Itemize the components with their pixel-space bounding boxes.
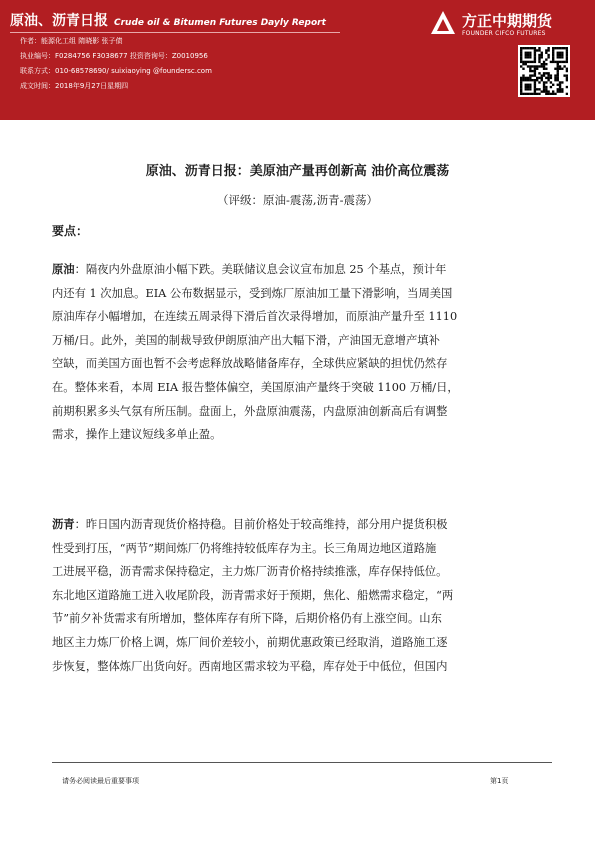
qr-code-icon xyxy=(518,45,570,97)
paragraph-line: 原油库存小幅增加，在连续五周录得下滑后首次录得增加，而原油产量升至 1110 xyxy=(52,310,458,324)
paragraph-line: 步恢复，整体炼厂出货向好。西南地区需求较为平稳，库存处于中低位，但国内 xyxy=(52,659,448,673)
rating-line: （评级：原油-震荡,沥青-震荡） xyxy=(217,193,378,207)
paragraph-line: 东北地区道路施工进入收尾阶段，沥青需求好于预期，焦化、船燃需求稳定，“两 xyxy=(52,588,454,602)
paragraph-line: 原油：隔夜内外盘原油小幅下跌。美联储议息会议宣布加息 25 个基点，预计年 xyxy=(52,262,447,276)
paragraph-line: 在。整体来看，本周 EIA 报告整体偏空，美国原油产量终于突破 1100 万桶/日， xyxy=(52,380,459,394)
report-title-cn: 原油、沥青日报 xyxy=(10,13,108,29)
paragraph-line: 工进展平稳，沥青需求保持稳定，主力炼厂沥青价格持续推涨，库存保持低位。 xyxy=(52,565,448,579)
paragraph-line: 万桶/日。此外，美国的制裁导致伊朗原油产出大幅下滑，产油国无意增产填补 xyxy=(52,333,440,347)
key-points-heading: 要点： xyxy=(52,224,89,238)
footer-divider xyxy=(52,762,552,763)
header-divider xyxy=(10,32,340,33)
paragraph-line: 地区主力炼厂价格上调，炼厂间价差较小，前期优惠政策已经取消，道路施工逐 xyxy=(52,635,448,649)
paragraph-line: 前期积累多头气氛有所压制。盘面上，外盘原油震荡，内盘原油创新高后有调整 xyxy=(52,404,448,418)
paragraph-line: 节”前夕补货需求有所增加，整体库存有所下降，后期价格仍有上涨空间。山东 xyxy=(52,612,442,626)
document-title: 原油、沥青日报：美原油产量再创新高 油价高位震荡 xyxy=(145,164,450,179)
paragraph-line: 空缺，而美国方面也暂不会考虑释放战略储备库存，全球供应紧缺的担忧仍然存 xyxy=(52,357,448,371)
footer-notice: 请务必阅读最后重要事项 xyxy=(62,777,139,785)
paragraph-line: 沥青：昨日国内沥青现货价格持稳。目前价格处于较高维持，部分用户提货积极 xyxy=(52,517,448,531)
crude-oil-paragraph xyxy=(52,258,552,447)
company-name-en: FOUNDER CIFCO FUTURES xyxy=(462,30,546,37)
asphalt-paragraph xyxy=(52,513,552,678)
founder-logo-icon xyxy=(430,10,456,36)
asphalt-label: 沥青 xyxy=(52,517,75,531)
paragraph-line: 性受到打压，“两节”期间炼厂仍将维持较低库存为主。长三角周边地区道路施 xyxy=(52,541,437,555)
contact-line: 联系方式：010-68578690/ suixiaoying @foundersc.com xyxy=(20,67,212,75)
report-subtitle-en: Crude oil & Bitumen Futures Dayly Report xyxy=(114,18,326,28)
paragraph-line: 需求，操作上建议短线多单止盈。 xyxy=(52,428,222,442)
company-name-cn: 方正中期期货 xyxy=(462,12,553,30)
report-header xyxy=(0,0,595,120)
company-logo xyxy=(430,8,590,42)
authors-line: 作者：能源化工组 隋晓影 张子债 xyxy=(20,37,123,45)
report-title xyxy=(10,10,326,30)
crude-oil-label: 原油 xyxy=(52,262,75,276)
paragraph-line: 内还有 1 次加息。EIA 公布数据显示，受到炼厂原油加工量下滑影响，当周美国 xyxy=(52,286,453,300)
license-line: 执业编号：F0284756 F3038677 投资咨询号：Z0010956 xyxy=(20,52,208,60)
date-line: 成文时间：2018年9月27日星期四 xyxy=(20,82,129,90)
page-number: 第1页 xyxy=(490,777,509,785)
